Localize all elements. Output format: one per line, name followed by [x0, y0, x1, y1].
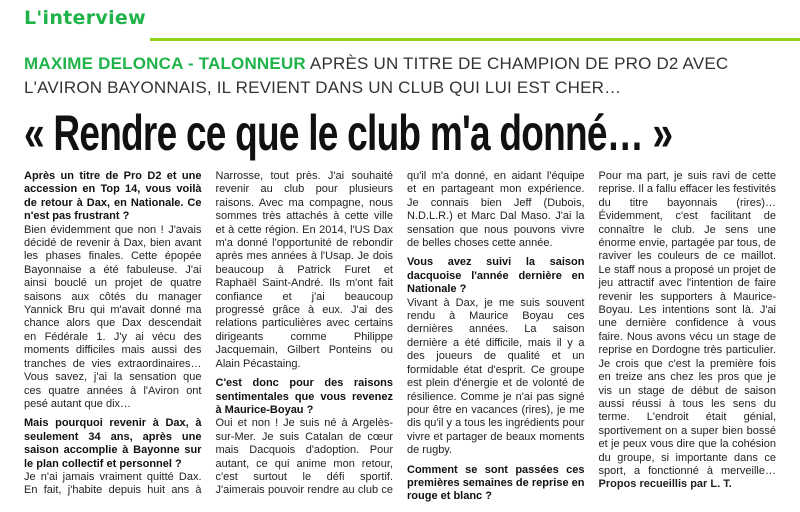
kicker-text: APRÈS UN TITRE DE CHAMPION DE PRO D2 AVEC L'AVIRON BAYONNAIS, IL REVIENT DANS UN CLUB QUI LUI EST CHER…: [24, 54, 729, 97]
answer: Oui et non ! Je suis né à Argelès-sur-Mer. Je suis Catalan de cœur mais Dacquois d'adoption. Pour autant, ce qui anime mon retour, c'est surtout le défi sportif. J'aimerais pouvoir rendre au club ce qu'il m'a donné, en aidant l'équipe et en partageant mon expérience. Je connais bien Jeff (Dubois, N.D.L.R.) et Marc Dal Maso. J'ai la sensation que nous pouvons vivre de belles choses cette année.: [215, 170, 585, 497]
question: Vous avez suivi la saison dacquoise l'année dernière en Nationale ?: [407, 256, 585, 296]
header-rule: [150, 38, 800, 41]
section-tag: L'interview: [24, 7, 146, 29]
signature: Propos recueillis par L. T.: [598, 478, 732, 491]
section-header: [0, 0, 800, 44]
question: Mais pourquoi revenir à Dax, à seulement 34 ans, après une saison accomplie à Bayonne sur le plan collectif et personnel ?: [24, 417, 202, 470]
answer: Je n'ai jamais vraiment quitté Dax. En fait, j'habite depuis huit ans à Narrosse, tout près. J'ai souhaité revenir au club pour plusieurs raisons. Avec ma compagne, nous sommes très attachés à cette ville et à cette région. En 2014, l'US Dax m'a donné l'opportunité de rebondir après mes années à l'Usap. Je dois beaucoup à Patrick Furet et Raphaël Saint-André. Ils m'ont fait confiance et j'ai beaucoup progressé grâce à eux. J'ai des relations particulières avec certains dirigeants comme Philippe Jacquemain, Gilbert Ponteins ou Alain Pécastaing.: [24, 170, 393, 497]
question: C'est donc pour des raisons sentimentales que vous revenez à Maurice-Boyau ?: [215, 377, 393, 416]
question: Comment se sont passées ces premières semaines de reprise en rouge et blanc ?: [407, 463, 585, 503]
headline: « Rendre ce que le club m'a donné… »: [24, 105, 673, 161]
article-body: [24, 170, 776, 508]
answer-text: Pour ma part, je suis ravi de cette reprise. Il a fallu effacer les festivités du titre bayonnais (rires)… Évidemment, c'est facilitant de connaître le club. Je sens une énorme envie, partagée par tous, de raviver les couleurs de ce maillot. Le staff nous a proposé un projet de jeu attractif avec l'intention de faire revenir les supporters à Maurice-Boyau. Les intentions sont là. J'ai une dernière confidence à vous faire. Nous avons vécu un stage de reprise en Dordogne très particulier. Je crois que c'est la première fois en treize ans chez les pros que je vis un stage de début de saison aussi réussi à tous les sens du terme. L'endroit était génial, sportivement on a super bien bossé et je peux vous dire que la cohésion du groupe, si importante dans ce sport, a fonctionné à merveille…: [598, 170, 776, 477]
kicker-name: MAXIME DELONCA - TALONNEUR: [24, 54, 306, 73]
kicker: [24, 52, 764, 100]
answer: Vivant à Dax, je me suis souvent rendu à Maurice Boyau ces dernières années. La saison dernière a été difficile, mais il y a des joueurs de qualité et un formidable état d'esprit. Ce groupe est plein d'énergie et de volonté de résilience. Comme je n'ai pas signé pour être en vacances (rires), je me dis qu'il y a tous les ingrédients pour vivre et partager de beaux moments de rugby.: [407, 296, 585, 457]
answer: [599, 170, 777, 492]
answer: Bien évidemment que non ! J'avais décidé de revenir à Dax, bien avant les phases finales. Cette épopée Bayonnaise a été fabuleuse. J'ai ainsi bouclé un projet de quatre saisons aux côtés du manager Yannick Bru qui m'avait donné ma chance alors que Dax descendait en Fédérale 1. J'y ai vécu des moments difficiles mais aussi des tranches de vies extraordinaires… Vous savez, j'ai la sensation que ces quatre années à l'Aviron ont pesé autant que dix…: [24, 223, 202, 410]
question: Après un titre de Pro D2 et une accession en Top 14, vous voilà de retour à Dax, en Nationale. Ce n'est pas frustrant ?: [24, 170, 202, 223]
